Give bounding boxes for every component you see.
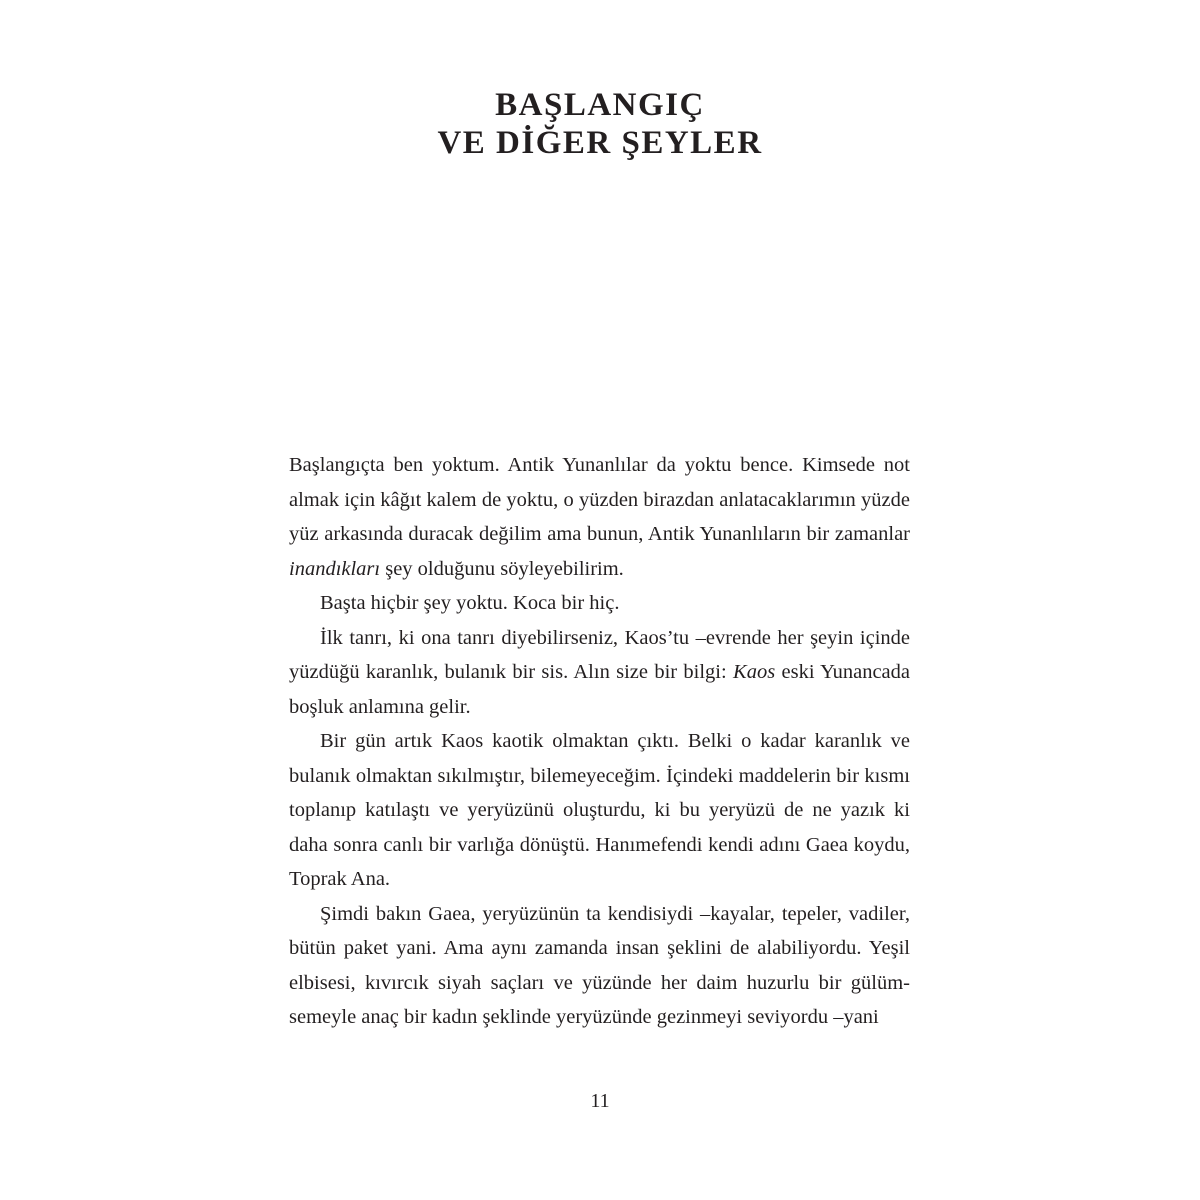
paragraph-1-text-start: Başlangıçta ben yoktum. Antik Yunanlılar da yoktu bence. Kimsede not almak için kâğıt kalem de yoktu, o yüzden birazdan anlatacaklarımın yüzde yüz arkasında duracak değilim ama bunun, Antik Yunanlıların bir zamanlar — [289, 454, 910, 545]
paragraph-3 — [289, 621, 910, 725]
paragraph-1 — [289, 448, 910, 586]
chapter-title-line-2: VE DİĞER ŞEYLER — [437, 125, 763, 161]
paragraph-3-emphasis: Kaos — [733, 661, 776, 683]
paragraph-3-text-start: İlk tanrı, ki ona tanrı diyebilirseniz, Kaos’tu –evrende her şeyin içinde yüzdüğü karanlık, bulanık bir sis. Alın size bir bilgi: — [289, 626, 910, 683]
paragraph-1-emphasis: inandıkları — [289, 557, 381, 580]
paragraph-4: Bir gün artık Kaos kaotik olmaktan çıktı. Belki o kadar karanlık ve bulanık olmaktan sıkılmıştır, bilemeyeceğim. İçindeki maddelerin bir kısmı toplanıp katılaştı ve yeryüzünü oluşturdu, ki bu yeryüzü de ne yazık ki daha sonra canlı bir varlığa dönüştü. Hanımefendi kendi adını Gaea koydu, Toprak Ana. — [289, 730, 910, 890]
paragraph-2: Başta hiçbir şey yoktu. Koca bir hiç. — [320, 592, 620, 614]
paragraph-5: Şimdi bakın Gaea, yeryüzünün ta kendisiydi –kayalar, tepeler, vadiler, bütün paket yani. Ama aynı zamanda insan şeklini de alabiliyordu. Yeşil elbisesi, kıvırcık siyah saçları ve yüzünde her daim huzurlu bir gülümsemeyle anaç bir kadın şeklinde yeryüzünde gezinmeyi seviyordu –yani — [289, 902, 910, 1028]
chapter-title-line-1: BAŞLANGIÇ — [495, 87, 705, 123]
paragraph-3-text-end: eski Yunancada boşluk anlamına gelir. — [289, 661, 910, 718]
chapter-title — [0, 86, 1200, 162]
page-number: 11 — [590, 1090, 610, 1112]
paragraph-1-text-end: şey olduğunu söyleyebilirim. — [380, 557, 624, 580]
body-text — [289, 448, 910, 1035]
